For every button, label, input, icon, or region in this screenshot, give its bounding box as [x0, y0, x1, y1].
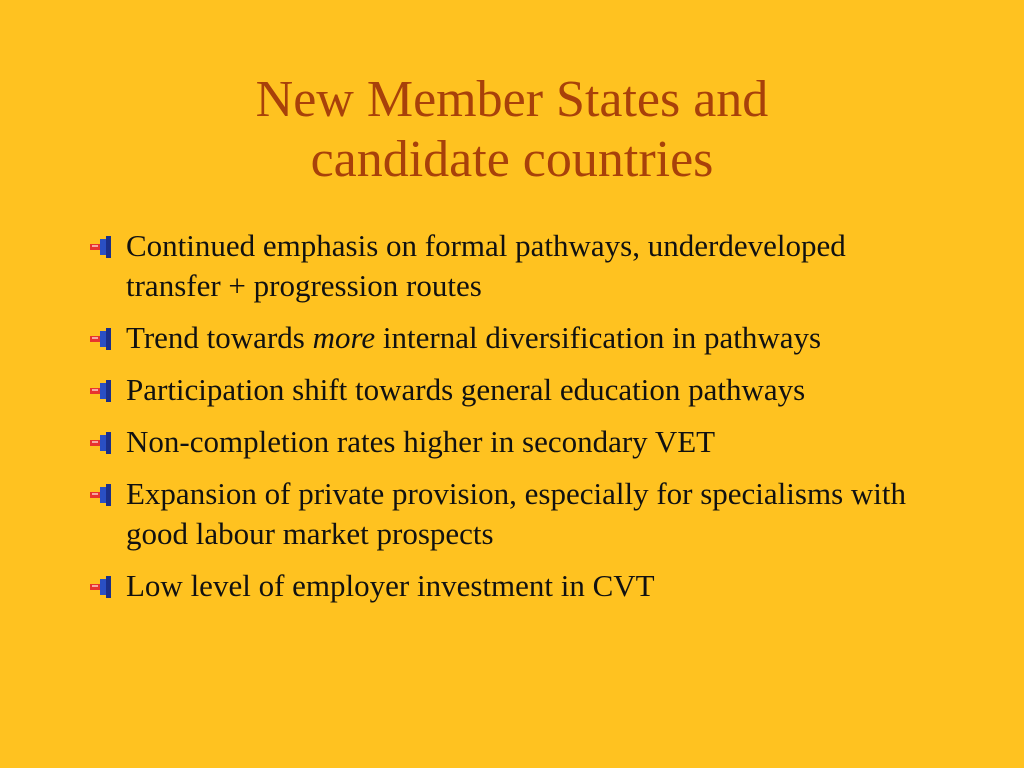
bullet-text: Participation shift towards general education pathways — [126, 372, 806, 407]
bullet-item — [86, 474, 906, 554]
bullet-item — [86, 318, 906, 358]
bullet-text-emphasis: more — [312, 320, 376, 355]
arrow-bullet-icon — [90, 576, 114, 598]
arrow-bullet-icon — [90, 328, 114, 350]
arrow-bullet-icon — [90, 484, 114, 506]
bullet-item — [86, 566, 906, 606]
bullet-text — [126, 320, 821, 355]
bullet-item — [86, 422, 906, 462]
bullet-text-part: Trend towards — [126, 320, 313, 355]
bullet-text: Low level of employer investment in CVT — [126, 568, 655, 603]
arrow-bullet-icon — [90, 432, 114, 454]
bullet-text-part: internal diversification in pathways — [375, 320, 822, 355]
slide-title — [0, 70, 1024, 190]
arrow-bullet-icon — [90, 380, 114, 402]
bullet-text: Non-completion rates higher in secondary VET — [126, 424, 716, 459]
bullet-text: Expansion of private provision, especially for specialisms with good labour market prospects — [126, 476, 906, 551]
slide-title-line-2: candidate countries — [310, 131, 714, 188]
bullet-item — [86, 226, 906, 306]
slide-title-line-1: New Member States and — [255, 71, 769, 128]
bullet-item — [86, 370, 906, 410]
arrow-bullet-icon — [90, 236, 114, 258]
bullet-list — [86, 226, 906, 618]
bullet-text: Continued emphasis on formal pathways, underdeveloped transfer + progression routes — [126, 228, 846, 303]
